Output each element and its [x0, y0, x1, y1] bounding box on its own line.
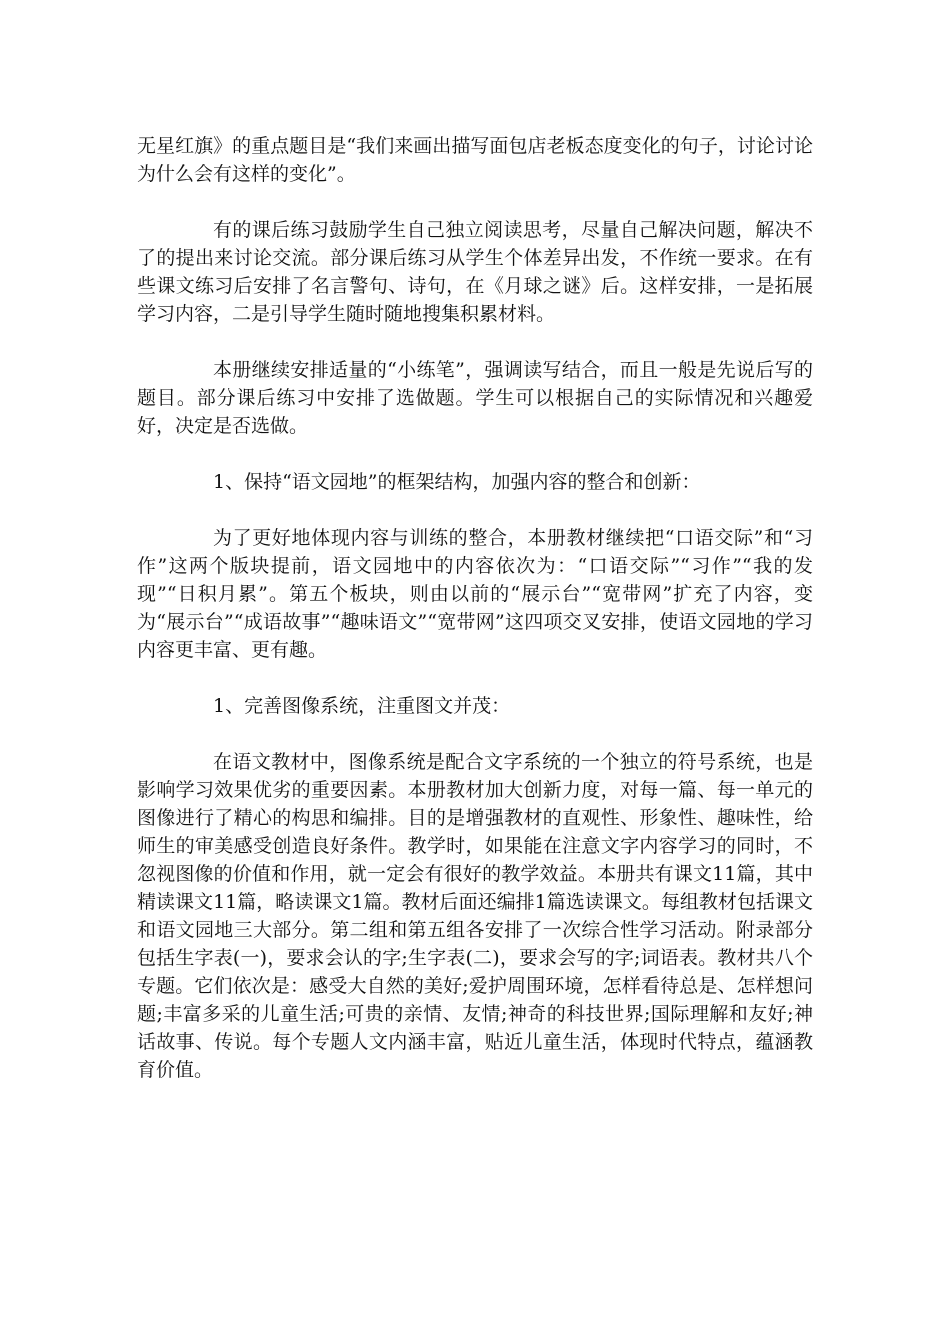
paragraph-language-garden: 为了更好地体现内容与训练的整合，本册教材继续把“口语交际”和“习作”这两个版块提前，语文园地中的内容依次为：“口语交际”“习作”“我的发现”“日积月累”。第五个板块，则由以前的“展示台”“宽带网”扩充了内容，变为“展示台”“成语故事”“趣味语文”“宽带网”这四项交叉安排，使语文园地的学习内容更丰富、更有趣。 — [137, 527, 813, 661]
paragraph-writing-practice: 本册继续安排适量的“小练笔”，强调读写结合，而且一般是先说后写的题目。部分课后练习中安排了选做题。学生可以根据自己的实际情况和兴趣爱好，决定是否选做。 — [137, 359, 813, 437]
section-heading-language-garden: 1、保持“语文园地”的框架结构，加强内容的整合和创新： — [213, 471, 701, 493]
paragraph-exercises: 有的课后练习鼓励学生自己独立阅读思考，尽量自己解决问题，解决不了的提出来讨论交流。部分课后练习从学生个体差异出发，不作统一要求。在有些课文练习后安排了名言警句、诗句，在《月球之谜》后。这样安排，一是拓展学习内容，二是引导学生随时随地搜集积累材料。 — [137, 219, 813, 325]
document-page — [137, 132, 813, 1112]
paragraph-continuation: 无星红旗》的重点题目是“我们来画出描写面包店老板态度变化的句子，讨论讨论为什么会有这样的变化”。 — [137, 135, 813, 185]
paragraph-image-system: 在语文教材中，图像系统是配合文字系统的一个独立的符号系统，也是影响学习效果优劣的重要因素。本册教材加大创新力度，对每一篇、每一单元的图像进行了精心的构思和编排。目的是增强教材的直观性、形象性、趣味性，给师生的审美感受创造良好条件。教学时，如果能在注意文字内容学习的同时，不忽视图像的价值和作用，就一定会有很好的教学效益。本册共有课文11篇，其中精读课文11篇，略读课文1篇。教材后面还编排1篇选读课文。每组教材包括课文和语文园地三大部分。第二组和第五组各安排了一次综合性学习活动。附录部分包括生字表(一)，要求会认的字;生字表(二)，要求会写的字;词语表。教材共八个专题。它们依次是：感受大自然的美好;爱护周围环境，怎样看待总是、怎样想问题;丰富多采的儿童生活;可贵的亲情、友情;神奇的科技世界;国际理解和友好;神话故事、传说。每个专题人文内涵丰富，贴近儿童生活，体现时代特点，蕴涵教育价值。 — [137, 751, 813, 1081]
section-heading-image-system: 1、完善图像系统，注重图文并茂： — [213, 695, 511, 717]
